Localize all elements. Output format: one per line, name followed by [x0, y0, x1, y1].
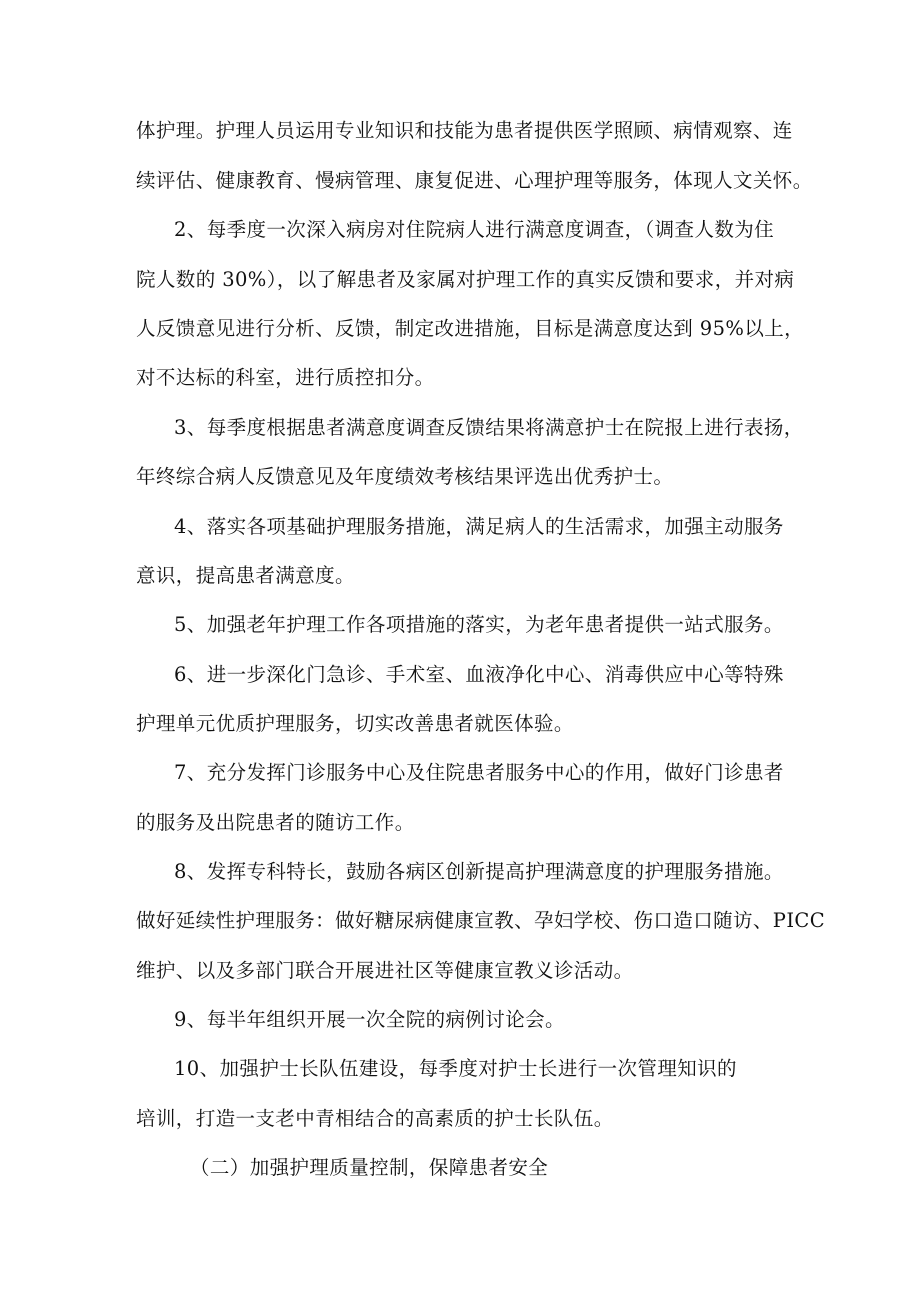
text-line: 4、落实各项基础护理服务措施，满足病人的生活需求，加强主动服务: [174, 515, 784, 538]
text-line: 院人数的 30%），以了解患者及家属对护理工作的真实反馈和要求，并对病: [136, 268, 795, 291]
text-line: 6、进一步深化门急诊、手术室、血液净化中心、消毒供应中心等特殊: [174, 663, 784, 686]
text-line: 体护理。护理人员运用专业知识和技能为患者提供医学照顾、病情观察、连: [136, 119, 793, 142]
text-line: 年终综合病人反馈意见及年度绩效考核结果评选出优秀护士。: [136, 465, 674, 488]
text-line: 意识，提高患者满意度。: [136, 564, 355, 587]
text-line: 对不达标的科室，进行质控扣分。: [136, 366, 435, 389]
text-line: 7、充分发挥门诊服务中心及住院患者服务中心的作用，做好门诊患者: [174, 761, 784, 784]
text-line: 培训，打造一支老中青相结合的高素质的护士长队伍。: [136, 1107, 614, 1130]
text-line: 2、每季度一次深入病房对住院病人进行满意度调查，（调查人数为住: [174, 218, 775, 241]
text-line: 护理单元优质护理服务，切实改善患者就医体验。: [136, 712, 574, 735]
text-line: 8、发挥专科特长，鼓励各病区创新提高护理满意度的护理服务措施。: [174, 860, 784, 883]
text-line: 5、加强老年护理工作各项措施的落实，为老年患者提供一站式服务。: [174, 613, 784, 636]
text-line: 9、每半年组织开展一次全院的病例讨论会。: [174, 1008, 565, 1031]
text-line: 的服务及出院患者的随访工作。: [136, 811, 415, 834]
text-line: 3、每季度根据患者满意度调查反馈结果将满意护士在院报上进行表扬，: [174, 416, 804, 439]
text-line: 续评估、健康教育、慢病管理、康复促进、心理护理等服务，体现人文关怀。: [136, 169, 813, 192]
text-line: 10、加强护士长队伍建设，每季度对护士长进行一次管理知识的: [174, 1057, 737, 1080]
text-line: 做好延续性护理服务：做好糖尿病健康宣教、孕妇学校、伤口造口随访、PICC: [136, 909, 826, 932]
text-line: 维护、以及多部门联合开展进社区等健康宣教义诊活动。: [136, 959, 634, 982]
section-heading: （二）加强护理质量控制，保障患者安全: [190, 1156, 549, 1179]
text-line: 人反馈意见进行分析、反馈，制定改进措施，目标是满意度达到 95%以上，: [136, 317, 805, 340]
